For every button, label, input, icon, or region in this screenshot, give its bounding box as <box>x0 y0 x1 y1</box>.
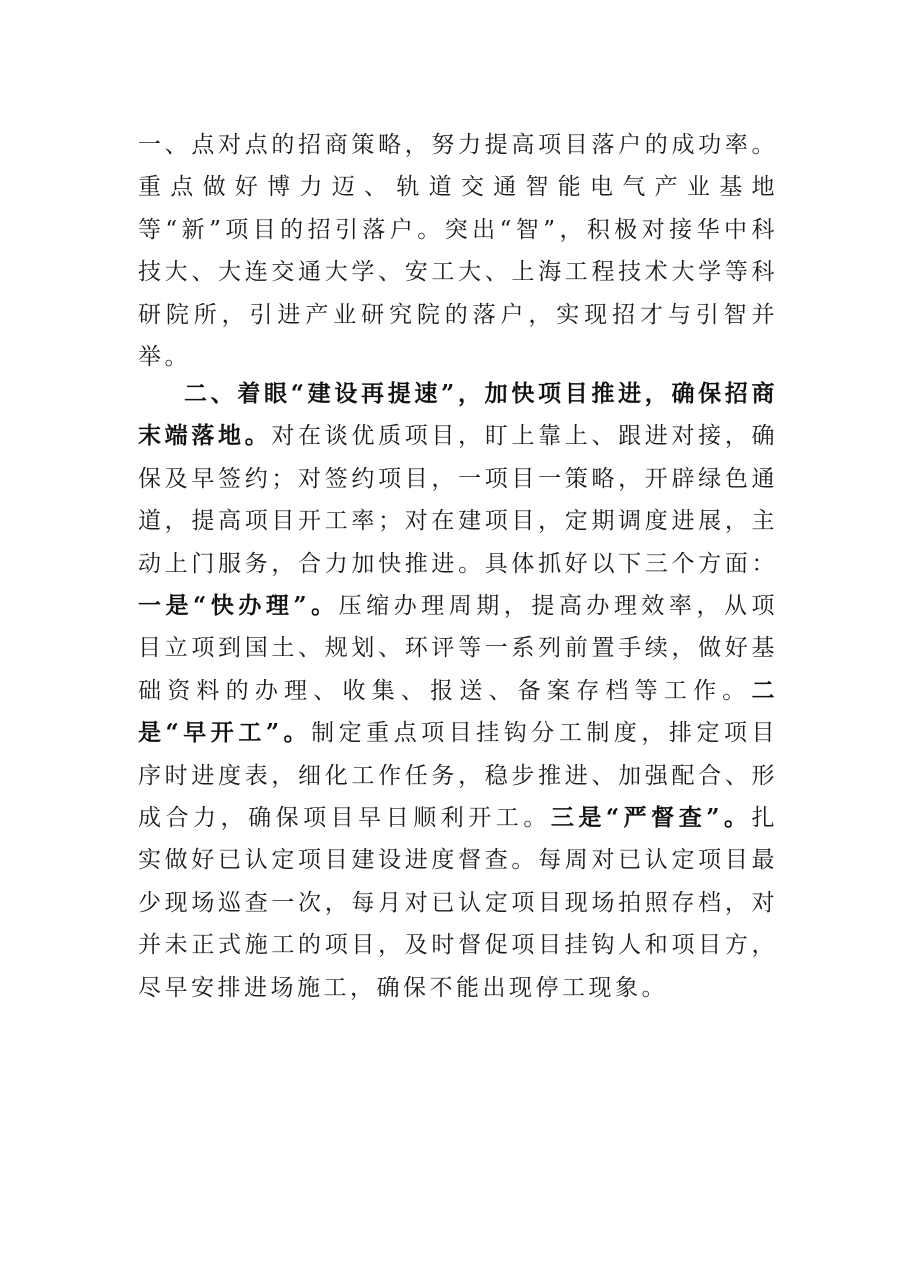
point-3-text: 扎实做好已认定项目建设进度督查。每周对已认定项目最少现场巡查一次，每月对已认定项目现场拍照存档，对并未正式施工的项目，及时督促项目挂钩人和项目方，尽早安排进场施工，确保不能出现停工现象。 <box>138 805 779 1001</box>
point-1-text: 压缩办理周期，提高办理效率，从项目立项到国土、规划、环评等一系列前置手续，做好基础资料的办理、收集、报送、备案存档等工作。 <box>138 593 779 704</box>
point-2-text: 制定重点项目挂钩分工制度，排定项目序时进度表，细化工作任务，稳步推进、加强配合、形成合力，确保项目早日顺利开工。 <box>138 720 778 832</box>
paragraph-1 <box>138 124 778 378</box>
paragraph-2-heading: 二、着眼“建设再提速”，加快项目推进，确保招商末端落地。 <box>138 380 778 450</box>
paragraph-2 <box>138 373 778 1009</box>
point-3-title: 三是“严督查”。 <box>550 804 752 832</box>
point-2-title: 二是“早开工”。 <box>138 676 778 747</box>
paragraph-2-intro: 对在谈优质项目，盯上靠上、跟进对接，确保及早签约；对签约项目，一项目一策略，开辟绿色通道，提高项目开工率；对在建项目，定期调度进展，主动上门服务，合力加快推进。具体抓好以下三个方面： <box>138 423 779 577</box>
paragraph-2-body <box>138 373 778 1009</box>
point-1-title: 一是“快办理”。 <box>138 592 339 620</box>
paragraph-1-text: 一、点对点的招商策略，努力提高项目落户的成功率。重点做好博力迈、轨道交通智能电气产业基地等“新”项目的招引落户。突出“智”，积极对接华中科技大、大连交通大学、安工大、上海工程技术大学等科研院所，引进产业研究院的落户，实现招才与引智并举。 <box>138 132 778 371</box>
